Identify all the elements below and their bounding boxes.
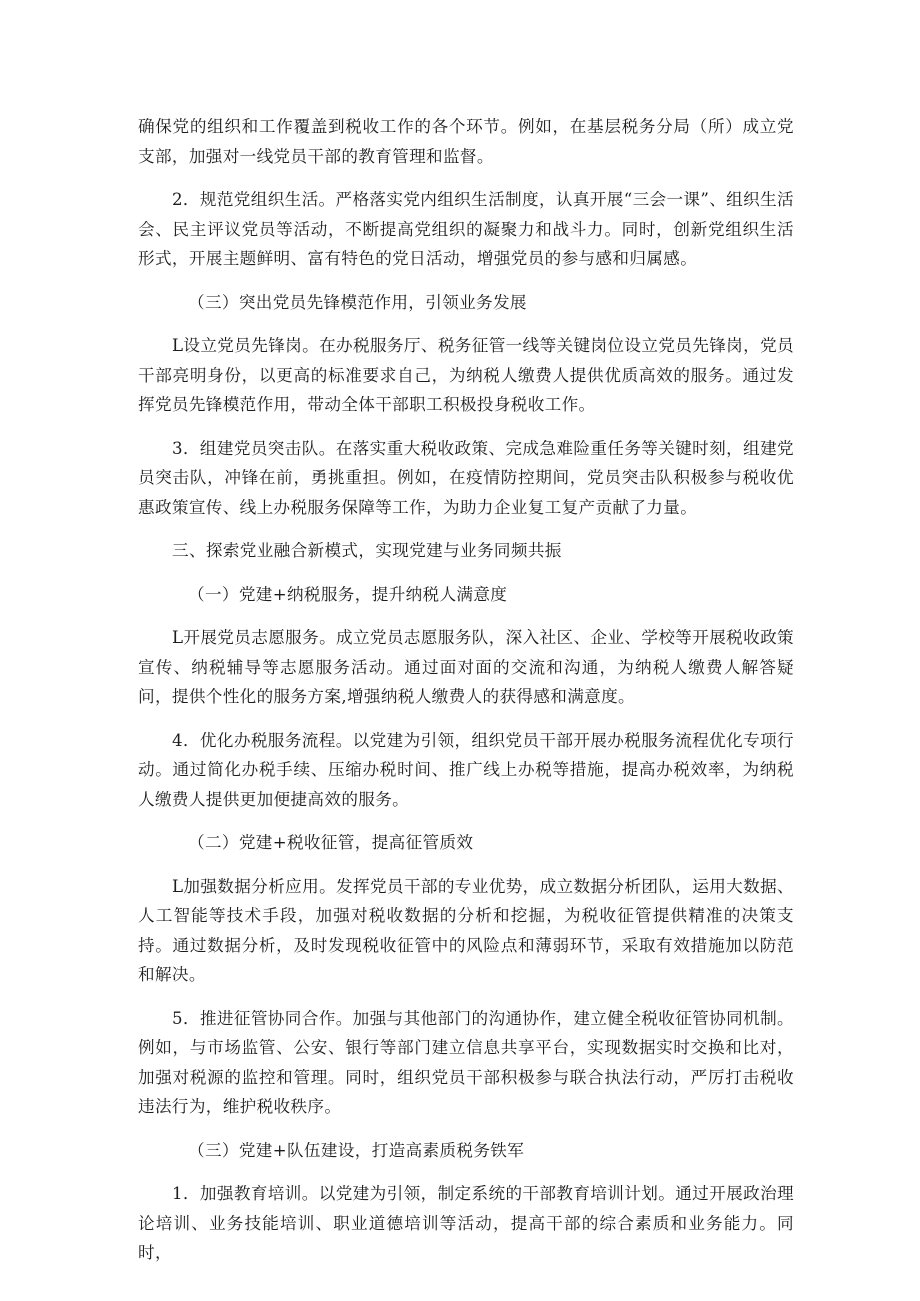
subheading-tax-service: （一）党建+纳税服务，提升纳税人满意度	[188, 584, 508, 604]
paragraph-training: 1．加强教育培训。以党建为引领，制定系统的干部教育培训计划。通过开展政治理论培训、业务技能培训、职业道德培训等活动，提高干部的综合素质和业务能力。同时，	[138, 1184, 794, 1262]
paragraph-item-3: 3．组建党员突击队。在落实重大税收政策、完成急难险重任务等关键时刻，组建党员突击队，冲锋在前，勇挑重担。例如，在疫情防控期间，党员突击队积极参与税收优惠政策宣传、线上办税服务保障等工作，为助力企业复工复产贡献了力量。	[138, 438, 794, 517]
paragraph-item-5: 5．推进征管协同合作。加强与其他部门的沟通协作，建立健全税收征管协同机制。例如，与市场监管、公安、银行等部门建立信息共享平台，实现数据实时交换和比对，加强对税源的监控和管理。同时，组织党员干部积极参与联合执法行动，严厉打击税收违法行为，维护税收秩序。	[138, 1008, 794, 1116]
section-heading-3: 三、探索党业融合新模式，实现党建与业务同频共振	[172, 541, 562, 560]
paragraph-data-analysis: L加强数据分析应用。发挥党员干部的专业优势，成立数据分析团队，运用大数据、人工智能等技术手段，加强对税收数据的分析和挖掘，为税收征管提供精准的决策支持。通过数据分析，及时发现税收征管中的风险点和薄弱环节，采取有效措施加以防范和解决。	[138, 876, 794, 984]
paragraph-continuation: 确保党的组织和工作覆盖到税收工作的各个环节。例如，在基层税务分局（所）成立党支部，加强对一线党员干部的教育管理和监督。	[138, 117, 794, 166]
paragraph-item-2: 2．规范党组织生活。严格落实党内组织生活制度，认真开展“三会一课”、组织生活会、民主评议党员等活动，不断提高党组织的凝聚力和战斗力。同时，创新党组织生活形式，开展主题鲜明、富有特色的党日活动，增强党员的参与感和归属感。	[138, 190, 794, 268]
paragraph-volunteer-service: L开展党员志愿服务。成立党员志愿服务队，深入社区、企业、学校等开展税收政策宣传、纳税辅导等志愿服务活动。通过面对面的交流和沟通，为纳税人缴费人解答疑问，提供个性化的服务方案,增强纳税人缴费人的获得感和满意度。	[138, 628, 794, 706]
paragraph-vanguard-post: L设立党员先锋岗。在办税服务厅、税务征管一线等关键岗位设立党员先锋岗，党员干部亮明身份，以更高的标准要求自己，为纳税人缴费人提供优质高效的服务。通过发挥党员先锋模范作用，带动全体干部职工积极投身税收工作。	[138, 336, 794, 414]
subheading-tax-collection: （二）党建+税收征管，提高征管质效	[188, 833, 474, 852]
subheading-team-building: （三）党建+队伍建设，打造高素质税务铁军	[188, 1140, 525, 1160]
subheading-vanguard: （三）突出党员先锋模范作用，引领业务发展	[188, 292, 527, 312]
document-body	[138, 112, 794, 1282]
paragraph-item-4: 4．优化办税服务流程。以党建为引领，组织党员干部开展办税服务流程优化专项行动。通过简化办税手续、压缩办税时间、推广线上办税等措施，提高办税效率，为纳税人缴费人提供更加便捷高效的服务。	[138, 730, 794, 809]
